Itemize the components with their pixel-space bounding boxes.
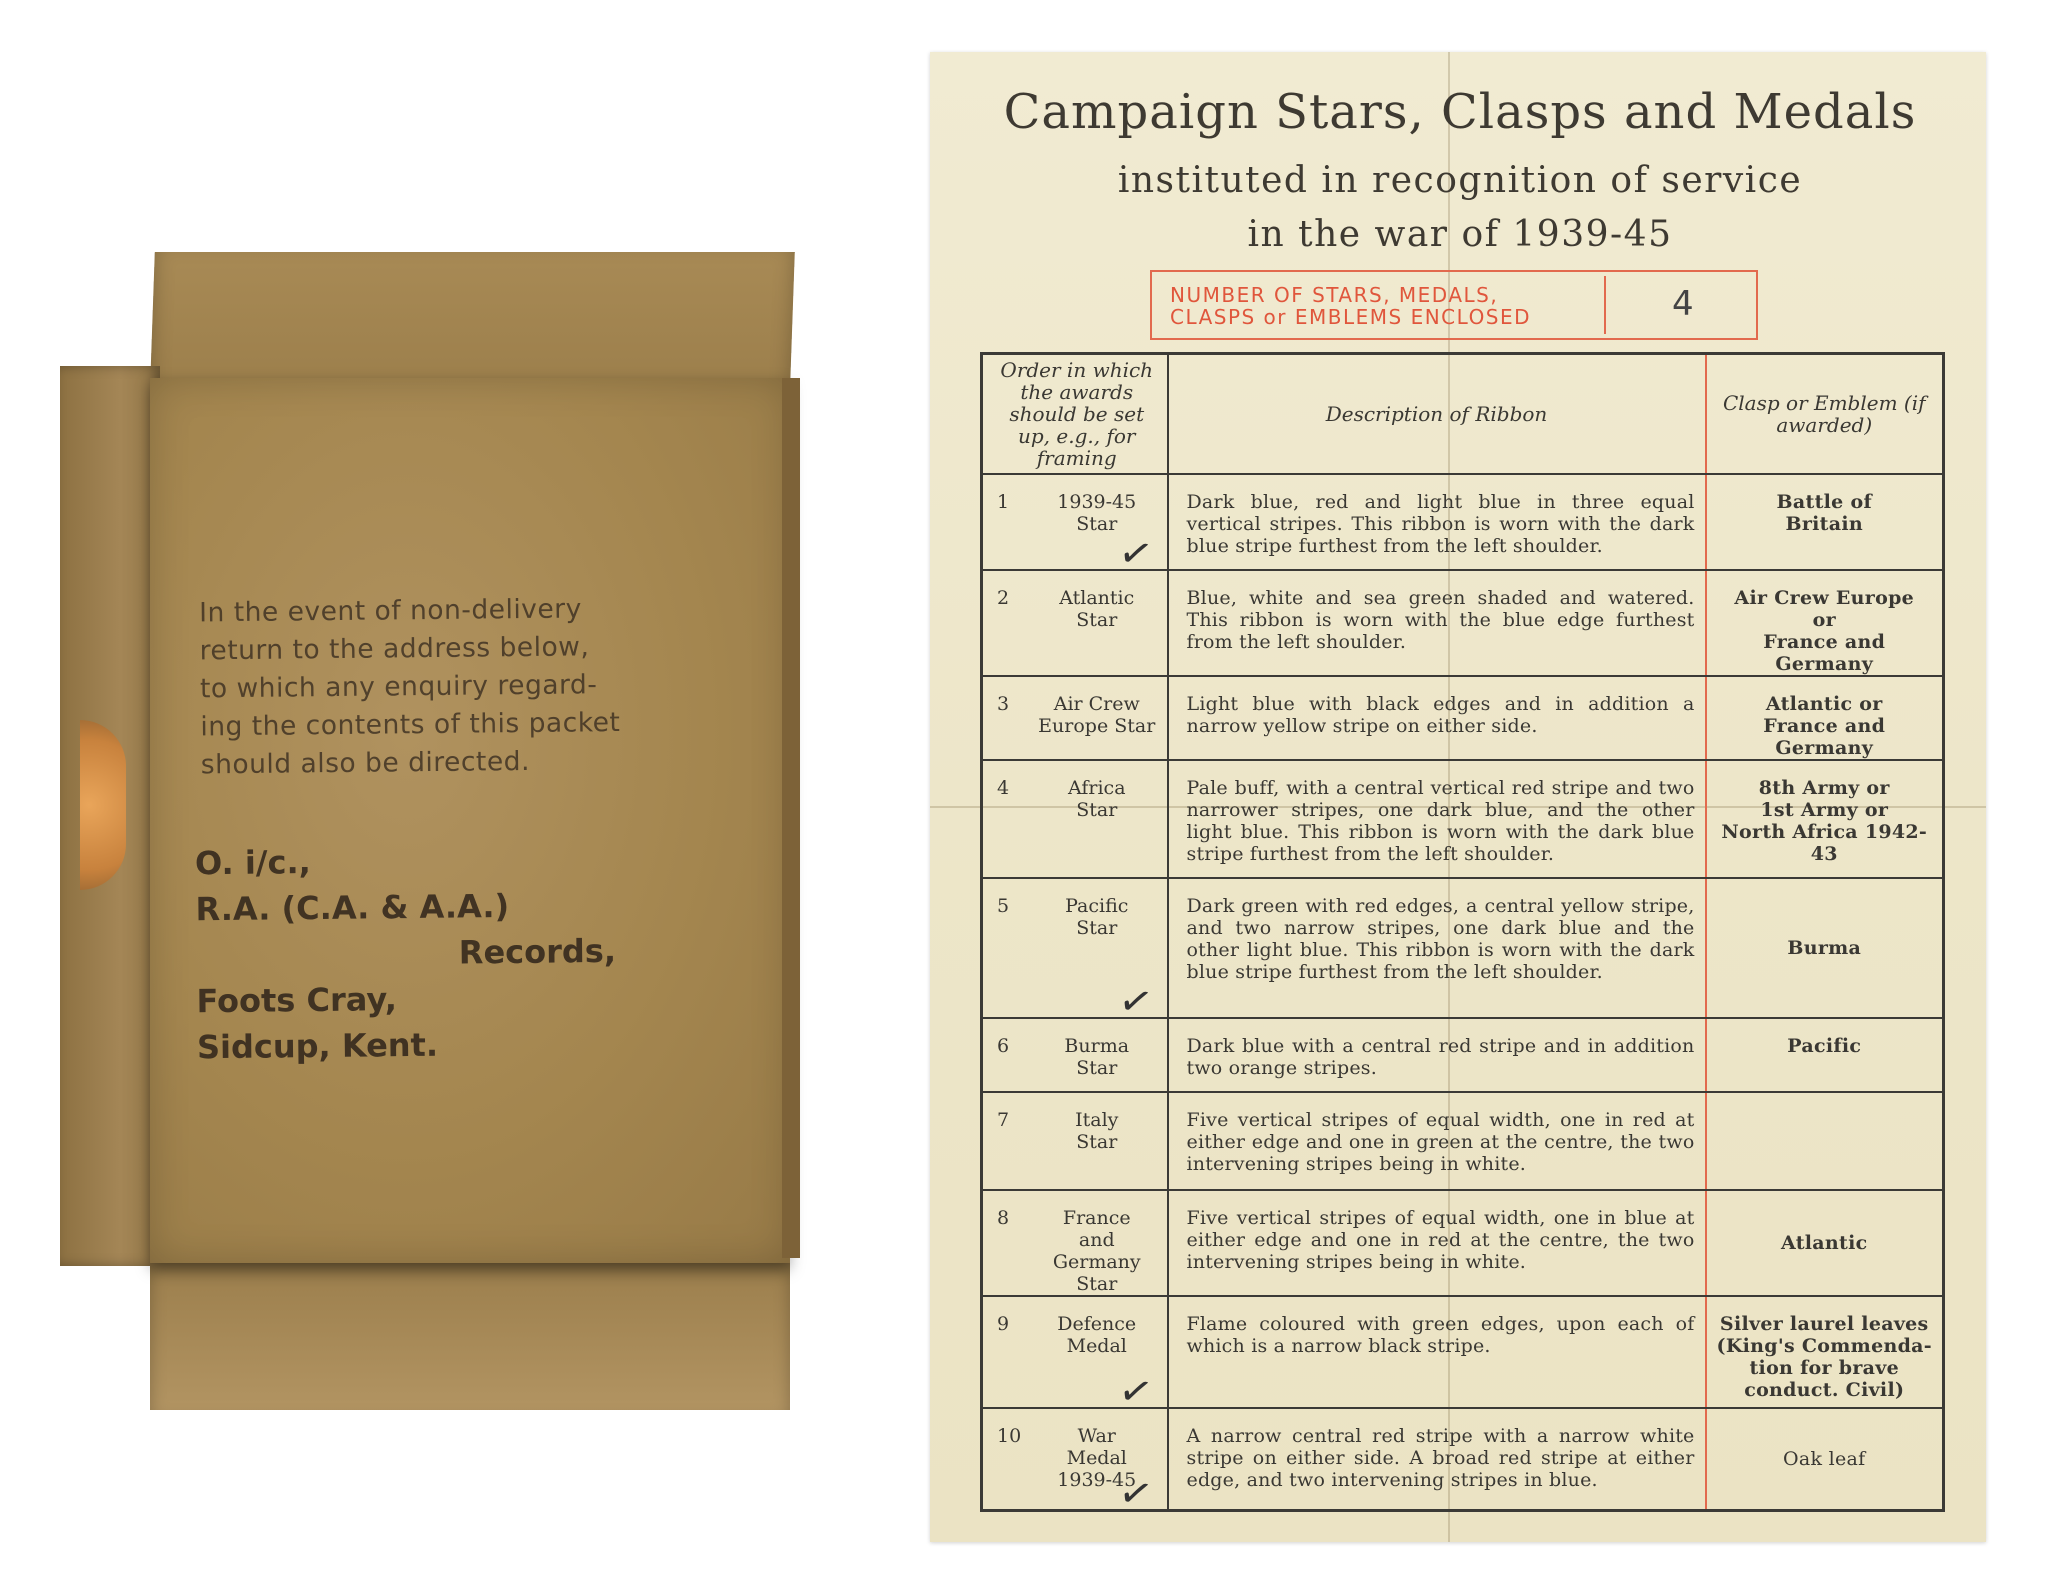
notice-line: ing the contents of this packet (200, 707, 621, 743)
table-row (982, 1408, 1944, 1510)
count-label-line: NUMBER OF STARS, MEDALS, (1170, 283, 1499, 307)
clasp-emblem (1706, 1092, 1944, 1190)
notice-line: In the event of non-delivery (199, 593, 582, 629)
enclosed-count-box (1150, 270, 1758, 340)
award-order-cell (982, 1408, 1168, 1520)
award-name: Defence Medal (1057, 1313, 1137, 1357)
award-name: War Medal 1939-45 (1057, 1425, 1137, 1491)
table-row (982, 474, 1944, 570)
award-order-cell (982, 1092, 1168, 1190)
award-order-cell (982, 1190, 1168, 1296)
ribbon-description: Pale buff, with a central vertical red stripe and two narrower stripes, one dark blue, and the other light blue. This ribbon is worn with the dark blue stripe furthest from the left shoulder. (1168, 760, 1706, 878)
address-line: O. i/c., (194, 843, 311, 883)
award-order-cell (982, 878, 1168, 1028)
sheet-title: Campaign Stars, Clasps and Medals (1003, 84, 1917, 140)
award-name: Italy Star (1075, 1109, 1119, 1153)
ribbon-description: A narrow central red stripe with a narrow white stripe on either side. A broad red stripe at either edge, and two intervening stripes in blue. (1168, 1408, 1706, 1510)
ribbon-description: Flame coloured with green edges, upon each of which is a narrow black stripe. (1168, 1296, 1706, 1408)
award-order-cell (982, 1018, 1168, 1092)
ribbon-description: Blue, white and sea green shaded and watered. This ribbon is worn with the blue edge furthest from the left shoulder. (1168, 570, 1706, 676)
count-label-line: CLASPS or EMBLEMS ENCLOSED (1170, 305, 1532, 329)
table-row (982, 760, 1944, 878)
tick-mark-icon: ✓ (1114, 1467, 1157, 1520)
award-number: 10 (997, 1425, 1022, 1447)
address-line: R.A. (C.A. & A.A.) (195, 886, 510, 929)
address-line: Sidcup, Kent. (196, 1025, 439, 1067)
clasp-emblem: Oak leaf (1706, 1408, 1944, 1510)
clasp-emblem: Atlantic (1706, 1190, 1944, 1296)
table-row (982, 1190, 1944, 1296)
address-line: Foots Cray, (196, 980, 398, 1021)
award-number: 6 (997, 1035, 1010, 1057)
notice-line: return to the address below, (199, 631, 590, 667)
ribbon-description: Light blue with black edges and in addition a narrow yellow stripe on either side. (1168, 676, 1706, 760)
award-number: 3 (997, 693, 1010, 715)
clasp-emblem: Pacific (1706, 1018, 1944, 1092)
award-order-cell (982, 474, 1168, 580)
award-name: Atlantic Star (1059, 587, 1135, 631)
award-number: 9 (997, 1313, 1010, 1335)
table-row (982, 570, 1944, 676)
notice-line: should also be directed. (200, 745, 531, 781)
award-order-cell (982, 1296, 1168, 1418)
clasp-emblem: Air Crew Europe or France and Germany (1706, 570, 1944, 676)
award-number: 7 (997, 1109, 1010, 1131)
award-name: Africa Star (1067, 777, 1126, 821)
box-face (150, 378, 790, 1263)
award-number: 4 (997, 777, 1010, 799)
award-name: Pacific Star (1065, 895, 1129, 939)
header-clasp (1706, 354, 1944, 475)
address-line: Records, (458, 931, 617, 972)
award-order-cell (982, 570, 1168, 676)
notice-line: to which any enquiry regard- (199, 669, 598, 705)
clasp-emblem: 8th Army or 1st Army or North Africa 1942-43 (1706, 760, 1944, 878)
award-order-cell (982, 676, 1168, 760)
clasp-emblem: Battle of Britain (1706, 474, 1944, 570)
box-return-address (195, 836, 627, 1070)
table-row (982, 1018, 1944, 1092)
clasp-emblem: Burma (1706, 878, 1944, 1018)
header-description (1168, 354, 1706, 475)
award-number: 5 (997, 895, 1010, 917)
award-order-cell (982, 760, 1168, 878)
header-clasp-text: Clasp or Emblem (if awarded) (1722, 391, 1926, 437)
ribbon-description: Five vertical stripes of equal width, one in blue at either edge and one in red at the centre, the two intervening stripes being in white. (1168, 1190, 1706, 1296)
enclosed-count-label (1170, 284, 1610, 328)
sheet-subtitle: instituted in recognition of service (1117, 160, 1803, 201)
tick-mark-icon: ✓ (1114, 976, 1157, 1028)
clasp-emblem: Silver laurel leaves (King's Commenda- tion for brave conduct. Civil) (1706, 1296, 1944, 1408)
table-row (982, 1092, 1944, 1190)
sheet-subtitle: in the war of 1939-45 (1247, 214, 1673, 255)
tick-mark-icon: ✓ (1114, 1366, 1157, 1418)
box-return-notice (199, 590, 661, 785)
header-order (982, 354, 1168, 475)
ribbon-description: Dark blue, red and light blue in three equal vertical stripes. This ribbon is worn with the dark blue stripe furthest from the left shoulder. (1168, 474, 1706, 570)
header-order-text: Order in which the awards should be set up, e.g., for framing (1000, 358, 1154, 470)
table-row (982, 1296, 1944, 1408)
enclosed-count-value: 4 (1672, 284, 1694, 324)
award-number: 8 (997, 1207, 1010, 1229)
header-description-text: Description of Ribbon (1325, 402, 1548, 426)
ribbon-description: Dark blue with a central red stripe and in addition two orange stripes. (1168, 1018, 1706, 1092)
table-row (982, 878, 1944, 1018)
award-name: 1939-45 Star (1057, 491, 1137, 535)
ribbon-description: Dark green with red edges, a central yellow stripe, and two narrow stripes, one dark blue and the other light blue. This ribbon is worn with the dark blue stripe furthest from the left shoulder. (1168, 878, 1706, 1018)
clasp-emblem: Atlantic or France and Germany (1706, 676, 1944, 760)
ribbon-description: Five vertical stripes of equal width, one in red at either edge and one in green at the centre, the two intervening stripes being in white. (1168, 1092, 1706, 1190)
awards-table (980, 352, 1945, 1520)
award-name: France and Germany Star (1052, 1207, 1141, 1295)
table-row (982, 676, 1944, 760)
award-name: Air Crew Europe Star (1038, 693, 1156, 737)
count-divider (1604, 276, 1606, 334)
box-bottom-flap (150, 1260, 790, 1410)
table-header-row (982, 354, 1944, 475)
tick-mark-icon: ✓ (1114, 528, 1157, 580)
box-thumb-hole (80, 720, 126, 890)
award-name: Burma Star (1064, 1035, 1130, 1079)
award-number: 1 (997, 491, 1010, 513)
award-number: 2 (997, 587, 1010, 609)
box-edge (782, 378, 800, 1258)
